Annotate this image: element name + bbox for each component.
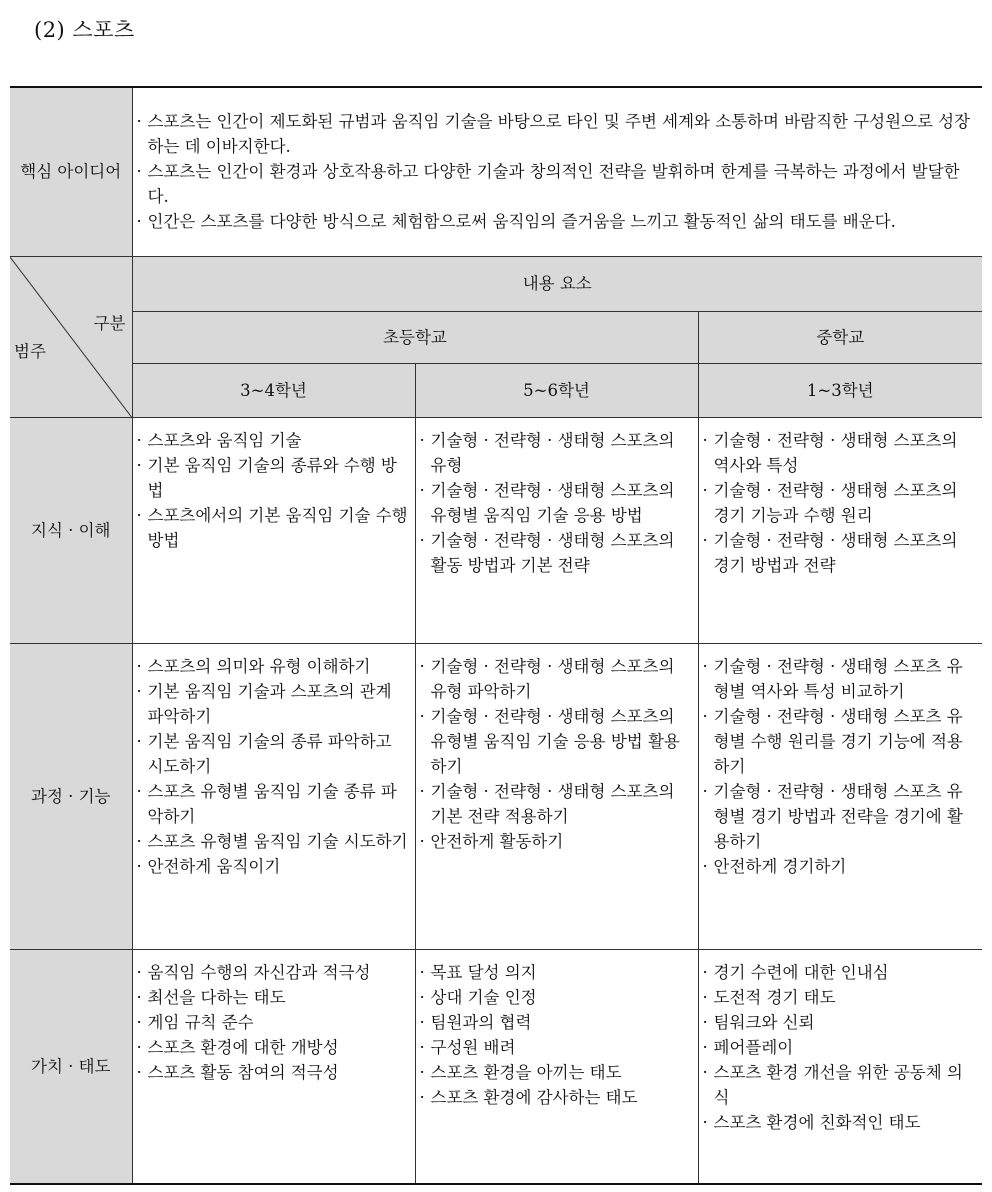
list-item: · 기본 움직임 기술의 종류 파악하고 시도하기 [137, 729, 411, 779]
list-item: · 기술형 · 전략형 · 생태형 스포츠의 역사와 특성 [703, 428, 979, 478]
category-value: 가치 · 태도 [10, 949, 132, 1184]
core-idea-item: · 스포츠는 인간이 환경과 상호작용하고 다양한 기술과 창의적인 전략을 발휘하며 한계를 극복하는 과정에서 발달한다. [137, 159, 979, 209]
list-item: · 기술형 · 전략형 · 생태형 스포츠 유형별 역사와 특성 비교하기 [703, 654, 979, 704]
cell-value-m13 [698, 949, 982, 1184]
header-row-school [10, 311, 982, 363]
category-knowledge: 지식 · 이해 [10, 417, 132, 643]
list-item: · 게임 규칙 준수 [137, 1010, 411, 1035]
corner-label-gubun: 구분 [93, 313, 126, 333]
category-process: 과정 · 기능 [10, 643, 132, 949]
cell-process-m13 [698, 643, 982, 949]
diagonal-line [10, 257, 132, 417]
list-item: · 기술형 · 전략형 · 생태형 스포츠 유형별 수행 원리를 경기 기능에 적용하기 [703, 704, 979, 779]
bullet-list [137, 428, 411, 553]
list-item: · 기술형 · 전략형 · 생태형 스포츠의 유형별 움직임 기술 응용 방법 활용하기 [420, 704, 694, 779]
list-item: · 기술형 · 전략형 · 생태형 스포츠의 기본 전략 적용하기 [420, 779, 694, 829]
list-item: · 페어플레이 [703, 1035, 979, 1060]
list-item: · 기술형 · 전략형 · 생태형 스포츠의 경기 방법과 전략 [703, 528, 979, 578]
list-item: · 기본 움직임 기술의 종류와 수행 방법 [137, 453, 411, 503]
list-item: · 스포츠 환경을 아끼는 태도 [420, 1060, 694, 1085]
bullet-list [703, 428, 979, 578]
list-item: · 구성원 배려 [420, 1035, 694, 1060]
list-item: · 기술형 · 전략형 · 생태형 스포츠의 유형 [420, 428, 694, 478]
core-idea-list [137, 109, 979, 234]
list-item: · 최선을 다하는 태도 [137, 985, 411, 1010]
core-idea-item: · 스포츠는 인간이 제도화된 규범과 움직임 기술을 바탕으로 타인 및 주변 세계와 소통하며 바람직한 구성원으로 성장하는 데 이바지한다. [137, 109, 979, 159]
header-content-elements: 내용 요소 [132, 256, 982, 311]
list-item: · 경기 수련에 대한 인내심 [703, 960, 979, 985]
list-item: · 팀워크와 신뢰 [703, 1010, 979, 1035]
list-item: · 스포츠와 움직임 기술 [137, 428, 411, 453]
list-item: · 기술형 · 전략형 · 생태형 스포츠 유형별 경기 방법과 전략을 경기에 활용하기 [703, 779, 979, 854]
core-idea-row [10, 87, 982, 256]
list-item: · 스포츠 환경에 대한 개방성 [137, 1035, 411, 1060]
list-item: · 스포츠 환경에 감사하는 태도 [420, 1085, 694, 1110]
core-idea-label: 핵심 아이디어 [10, 87, 132, 256]
bullet-list [703, 654, 979, 879]
cell-value-g56 [415, 949, 698, 1184]
corner-label-beomju: 범주 [14, 341, 46, 361]
header-middle: 중학교 [698, 311, 982, 363]
bullet-list [137, 960, 411, 1085]
row-process [10, 643, 982, 949]
header-row-content [10, 256, 982, 311]
bullet-list [420, 960, 694, 1110]
header-grade-3-4: 3~4학년 [132, 363, 415, 417]
list-item: · 안전하게 활동하기 [420, 829, 694, 854]
list-item: · 스포츠의 의미와 유형 이해하기 [137, 654, 411, 679]
header-elementary: 초등학교 [132, 311, 698, 363]
cell-value-g34 [132, 949, 415, 1184]
list-item: · 기술형 · 전략형 · 생태형 스포츠의 활동 방법과 기본 전략 [420, 528, 694, 578]
list-item: · 팀원과의 협력 [420, 1010, 694, 1035]
list-item: · 목표 달성 의지 [420, 960, 694, 985]
bullet-list [137, 654, 411, 879]
bullet-list [703, 960, 979, 1135]
curriculum-table [10, 86, 982, 1185]
cell-process-g34 [132, 643, 415, 949]
bullet-list [420, 654, 694, 854]
list-item: · 도전적 경기 태도 [703, 985, 979, 1010]
list-item: · 스포츠 유형별 움직임 기술 시도하기 [137, 829, 411, 854]
list-item: · 기술형 · 전략형 · 생태형 스포츠의 유형 파악하기 [420, 654, 694, 704]
section-title: (2) 스포츠 [34, 18, 135, 42]
core-idea-item: · 인간은 스포츠를 다양한 방식으로 체험함으로써 움직임의 즐거움을 느끼고 활동적인 삶의 태도를 배운다. [137, 209, 979, 234]
list-item: · 스포츠 환경 개선을 위한 공동체 의식 [703, 1060, 979, 1110]
row-knowledge [10, 417, 982, 643]
cell-knowledge-m13 [698, 417, 982, 643]
cell-knowledge-g34 [132, 417, 415, 643]
list-item: · 스포츠 유형별 움직임 기술 종류 파악하기 [137, 779, 411, 829]
cell-process-g56 [415, 643, 698, 949]
list-item: · 스포츠 활동 참여의 적극성 [137, 1060, 411, 1085]
cell-knowledge-g56 [415, 417, 698, 643]
list-item: · 움직임 수행의 자신감과 적극성 [137, 960, 411, 985]
core-idea-cell [132, 87, 982, 256]
list-item: · 안전하게 경기하기 [703, 854, 979, 879]
list-item: · 스포츠에서의 기본 움직임 기술 수행 방법 [137, 503, 411, 553]
list-item: · 안전하게 움직이기 [137, 854, 411, 879]
header-corner-cell [10, 256, 132, 417]
row-value [10, 949, 982, 1184]
list-item: · 기본 움직임 기술과 스포츠의 관계 파악하기 [137, 679, 411, 729]
header-grade-5-6: 5~6학년 [415, 363, 698, 417]
list-item: · 상대 기술 인정 [420, 985, 694, 1010]
list-item: · 스포츠 환경에 친화적인 태도 [703, 1110, 979, 1135]
bullet-list [420, 428, 694, 578]
header-grade-1-3: 1~3학년 [698, 363, 982, 417]
list-item: · 기술형 · 전략형 · 생태형 스포츠의 경기 기능과 수행 원리 [703, 478, 979, 528]
list-item: · 기술형 · 전략형 · 생태형 스포츠의 유형별 움직임 기술 응용 방법 [420, 478, 694, 528]
header-row-grade [10, 363, 982, 417]
